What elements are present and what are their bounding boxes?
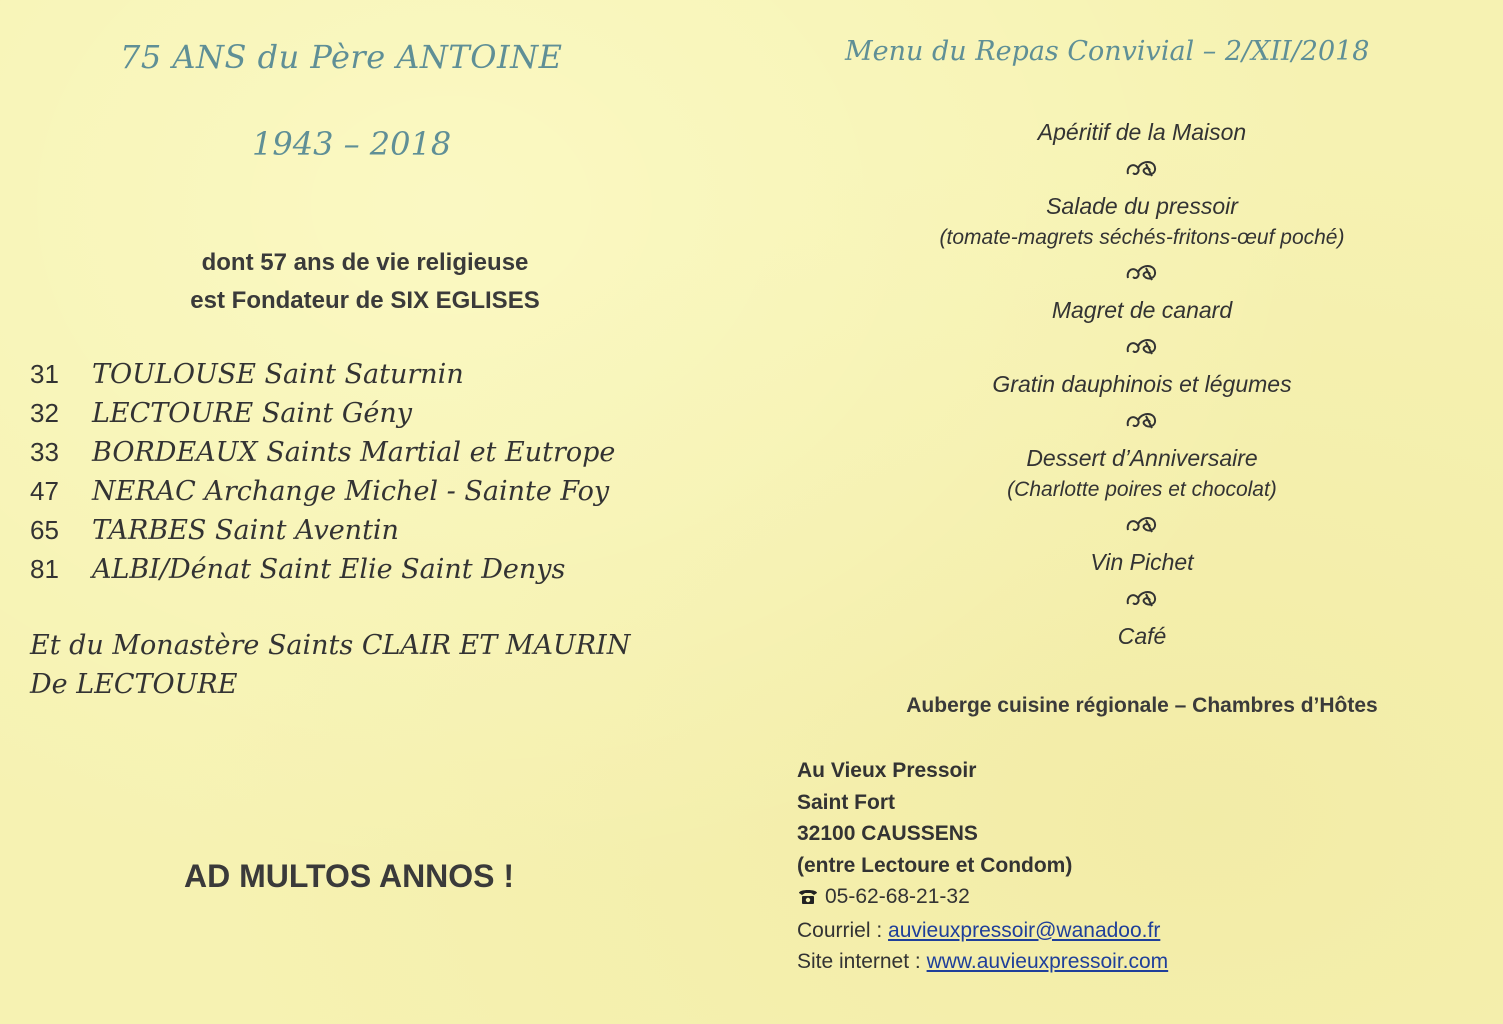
closing-wish: AD MULTOS ANNOS ! — [184, 858, 515, 894]
anniversary-years: 1943 – 2018 — [252, 125, 452, 163]
monastery-line-1: Et du Monastère Saints CLAIR ET MAURIN — [30, 630, 631, 661]
church-item — [30, 394, 710, 433]
monastery-line-2: De LECTOURE — [30, 669, 238, 700]
menu-course — [842, 189, 1442, 253]
menu-course — [842, 115, 1442, 149]
church-dept: 47 — [30, 476, 59, 506]
church-name: BORDEAUX Saints Martial et Eutrope — [92, 437, 616, 468]
monastery-text — [30, 626, 730, 704]
religious-line-1: dont 57 ans de vie religieuse — [201, 249, 529, 276]
restaurant-name: Au Vieux Pressoir — [797, 759, 977, 782]
email-line — [797, 915, 1397, 947]
church-dept: 32 — [30, 398, 59, 428]
course-name: Vin Pichet — [1090, 549, 1194, 575]
restaurant-between: (entre Lectoure et Condom) — [797, 853, 1073, 877]
ornament-icon — [842, 505, 1442, 545]
menu-course — [842, 367, 1442, 401]
church-name: TARBES Saint Aventin — [92, 515, 399, 546]
website-label: Site internet : — [797, 950, 927, 973]
church-item — [30, 550, 710, 589]
course-name: Gratin dauphinois et légumes — [992, 371, 1292, 397]
menu-course — [842, 441, 1442, 505]
course-name: Salade du pressoir — [1046, 193, 1238, 219]
menu-course — [842, 619, 1442, 653]
phone-line — [797, 881, 1397, 915]
email-link[interactable]: auvieuxpressoir@wanadoo.fr — [888, 918, 1161, 942]
anniversary-title: 75 ANS du Père ANTOINE — [120, 38, 563, 76]
religious-life-text — [150, 244, 580, 320]
restaurant-address — [797, 755, 1397, 978]
church-item — [30, 355, 710, 394]
email-label: Courriel : — [797, 918, 889, 942]
menu-course — [842, 293, 1442, 327]
church-item — [30, 433, 710, 472]
course-detail: (tomate-magrets séchés-fritons-œuf poché) — [939, 226, 1345, 249]
website-link[interactable]: www.auvieuxpressoir.com — [926, 950, 1169, 973]
church-name: NERAC Archange Michel - Sainte Foy — [92, 476, 610, 507]
ornament-icon — [842, 253, 1442, 293]
churches-list — [30, 355, 710, 589]
course-name: Magret de canard — [1051, 297, 1233, 323]
ornament-icon — [842, 149, 1442, 189]
course-name: Dessert d’Anniversaire — [1026, 445, 1258, 471]
church-item — [30, 472, 710, 511]
church-name: ALBI/Dénat Saint Elie Saint Denys — [92, 554, 566, 585]
ornament-icon — [842, 579, 1442, 619]
course-name: Apéritif de la Maison — [1037, 119, 1247, 145]
church-item — [30, 511, 710, 550]
ornament-icon — [842, 401, 1442, 441]
website-line — [797, 946, 1397, 978]
restaurant-postal: 32100 CAUSSENS — [797, 822, 978, 845]
menu-title: Menu du Repas Convivial – 2/XII/2018 — [845, 36, 1370, 67]
church-dept: 33 — [30, 437, 59, 467]
menu-courses — [842, 115, 1442, 653]
ornament-icon — [842, 327, 1442, 367]
church-dept: 31 — [30, 359, 59, 389]
restaurant-place: Saint Fort — [797, 790, 895, 814]
menu-course — [842, 545, 1442, 579]
church-name: TOULOUSE Saint Saturnin — [92, 359, 464, 390]
course-detail: (Charlotte poires et chocolat) — [1007, 478, 1277, 501]
phone-icon — [797, 883, 821, 915]
religious-line-2: est Fondateur de SIX EGLISES — [190, 287, 540, 314]
restaurant-tagline: Auberge cuisine régionale – Chambres d’Hôtes — [906, 694, 1378, 717]
course-name: Café — [1117, 623, 1167, 649]
church-dept: 65 — [30, 515, 59, 545]
phone-number: 05-62-68-21-32 — [825, 885, 970, 908]
church-name: LECTOURE Saint Gény — [92, 398, 413, 429]
church-dept: 81 — [30, 554, 59, 584]
